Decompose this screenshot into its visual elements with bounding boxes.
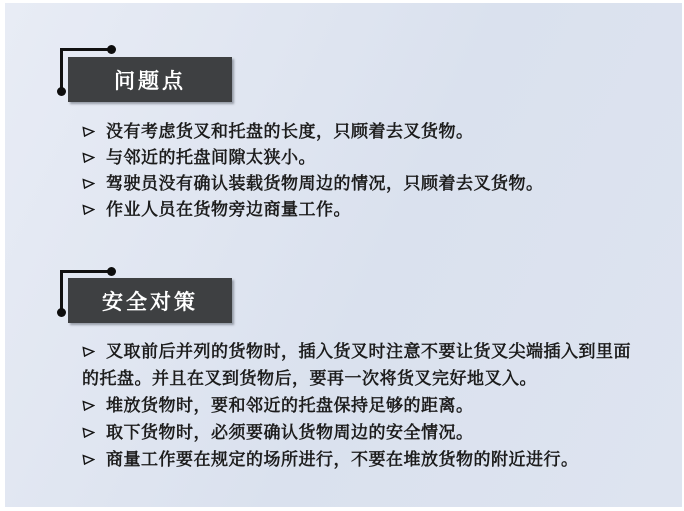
arrow-right-bullet-icon: [82, 345, 95, 358]
problems-list: [82, 119, 638, 223]
list-item-text: 堆放货物时，要和邻近的托盘保持足够的距离。: [106, 396, 474, 415]
list-item-text: 商量工作要在规定的场所进行，不要在堆放货物的附近进行。: [106, 450, 579, 469]
list-item-text: 驾驶员没有确认装载货物周边的情况，只顾着去叉货物。: [106, 174, 544, 193]
countermeasures-list: [82, 338, 638, 473]
section-title-problems: 问题点: [114, 69, 186, 93]
arrow-right-bullet-icon: [82, 125, 95, 138]
bracket-dot: [107, 267, 116, 276]
list-item: [82, 171, 638, 197]
list-item: [82, 419, 638, 446]
list-item: [82, 119, 638, 145]
arrow-right-bullet-icon: [82, 177, 95, 190]
arrow-right-bullet-icon: [82, 151, 95, 164]
arrow-right-bullet-icon: [82, 453, 95, 466]
bracket-dot: [107, 45, 116, 54]
arrow-right-bullet-icon: [82, 426, 95, 439]
list-item-text: 与邻近的托盘间隙太狭小。: [106, 148, 316, 167]
section-title-box-problems: [68, 57, 232, 102]
list-item: [82, 392, 638, 419]
list-item: [82, 446, 638, 473]
list-item-text: 取下货物时，必须要确认货物周边的安全情况。: [106, 423, 474, 442]
list-item-text: 没有考虑货叉和托盘的长度，只顾着去叉货物。: [106, 122, 474, 141]
list-item: [82, 197, 638, 223]
arrow-right-bullet-icon: [82, 399, 95, 412]
section-title-countermeasures: 安全对策: [102, 290, 198, 314]
list-item-text: 作业人员在货物旁边商量工作。: [106, 200, 351, 219]
list-item: [82, 145, 638, 171]
arrow-right-bullet-icon: [82, 203, 95, 216]
section-title-box-countermeasures: [68, 278, 232, 323]
bracket-dot: [57, 87, 66, 96]
list-item-text: 叉取前后并列的货物时，插入货叉时注意不要让货叉尖端插入到里面的托盘。并且在叉到货物后，要再一次将货叉完好地叉入。: [82, 342, 631, 388]
list-item: [82, 338, 638, 392]
bracket-dot: [57, 308, 66, 317]
